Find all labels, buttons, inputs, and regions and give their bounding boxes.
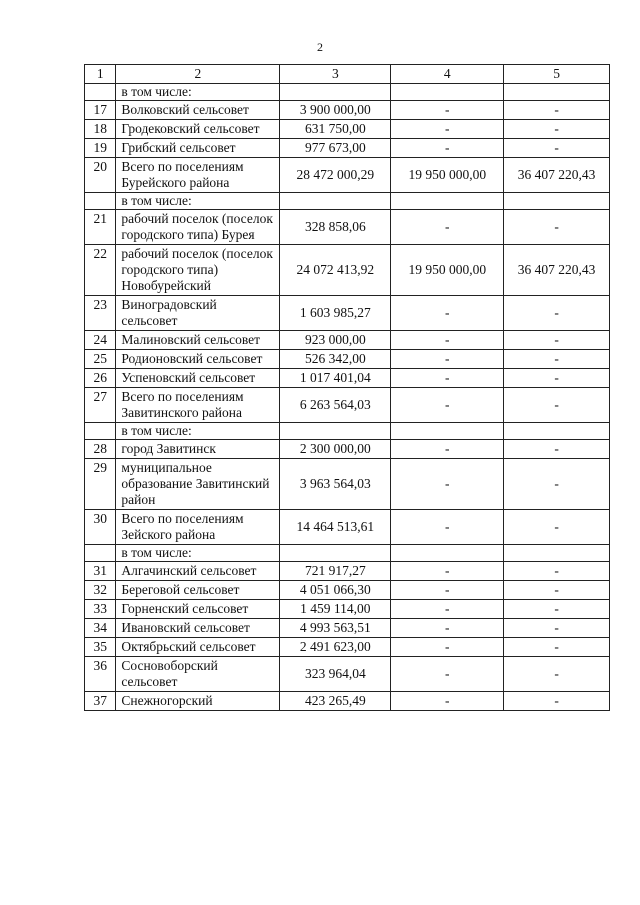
table-row xyxy=(85,296,610,331)
row-col3-cell: 3 900 000,00 xyxy=(280,101,391,120)
table-row xyxy=(85,600,610,619)
row-number-cell: 23 xyxy=(85,296,116,331)
table-row xyxy=(85,545,610,562)
row-col3-cell: 4 993 563,51 xyxy=(280,619,391,638)
table-row xyxy=(85,510,610,545)
row-number-cell: 33 xyxy=(85,600,116,619)
table-row xyxy=(85,638,610,657)
row-col5-cell: - xyxy=(504,101,610,120)
row-col4-cell: - xyxy=(391,350,504,369)
row-col4-cell: - xyxy=(391,139,504,158)
row-col3-cell: 6 263 564,03 xyxy=(280,388,391,423)
row-col4-cell xyxy=(391,423,504,440)
row-col5-cell: - xyxy=(504,562,610,581)
row-col4-cell: - xyxy=(391,440,504,459)
row-number-cell: 19 xyxy=(85,139,116,158)
row-number-cell xyxy=(85,545,116,562)
table-row xyxy=(85,388,610,423)
header-col-3: 3 xyxy=(280,65,391,84)
table-row xyxy=(85,350,610,369)
row-col5-cell xyxy=(504,545,610,562)
row-col3-cell: 631 750,00 xyxy=(280,120,391,139)
row-number-cell: 20 xyxy=(85,158,116,193)
table-row xyxy=(85,581,610,600)
row-col3-cell: 1 459 114,00 xyxy=(280,600,391,619)
row-name-cell: Октябрьский сельсовет xyxy=(116,638,280,657)
row-name-cell: город Завитинск xyxy=(116,440,280,459)
row-col3-cell xyxy=(280,193,391,210)
row-number-cell: 17 xyxy=(85,101,116,120)
allocation-table xyxy=(84,64,610,711)
row-number-cell: 21 xyxy=(85,210,116,245)
row-col5-cell: - xyxy=(504,600,610,619)
row-name-cell: рабочий поселок (поселок городского типа) Новобурейский xyxy=(116,245,280,296)
row-name-cell: Виноградовский сельсовет xyxy=(116,296,280,331)
row-col3-cell: 323 964,04 xyxy=(280,657,391,692)
row-col5-cell: - xyxy=(504,210,610,245)
row-col3-cell: 423 265,49 xyxy=(280,692,391,711)
row-col4-cell: 19 950 000,00 xyxy=(391,245,504,296)
row-name-cell: Всего по поселениям Завитинского района xyxy=(116,388,280,423)
row-col5-cell: - xyxy=(504,657,610,692)
row-col5-cell xyxy=(504,84,610,101)
row-name-cell: Ивановский сельсовет xyxy=(116,619,280,638)
table-row xyxy=(85,210,610,245)
row-col3-cell xyxy=(280,423,391,440)
row-number-cell: 27 xyxy=(85,388,116,423)
table-row xyxy=(85,619,610,638)
row-col5-cell: - xyxy=(504,296,610,331)
row-col5-cell: - xyxy=(504,692,610,711)
row-name-cell: рабочий поселок (поселок городского типа) Бурея xyxy=(116,210,280,245)
row-number-cell: 31 xyxy=(85,562,116,581)
row-name-cell: Снежногорский xyxy=(116,692,280,711)
row-name-cell: муниципальное образование Завитинский район xyxy=(116,459,280,510)
row-name-cell: Волковский сельсовет xyxy=(116,101,280,120)
table-row xyxy=(85,84,610,101)
row-col5-cell: - xyxy=(504,120,610,139)
row-col5-cell: - xyxy=(504,350,610,369)
row-number-cell: 28 xyxy=(85,440,116,459)
row-col3-cell: 14 464 513,61 xyxy=(280,510,391,545)
table-row xyxy=(85,657,610,692)
row-col5-cell: - xyxy=(504,619,610,638)
row-col5-cell xyxy=(504,423,610,440)
row-col3-cell: 1 017 401,04 xyxy=(280,369,391,388)
page-number: 2 xyxy=(317,40,323,54)
row-col5-cell: - xyxy=(504,440,610,459)
row-name-cell: Малиновский сельсовет xyxy=(116,331,280,350)
table-row xyxy=(85,459,610,510)
row-name-cell: в том числе: xyxy=(116,423,280,440)
row-col4-cell: - xyxy=(391,331,504,350)
table-header-row xyxy=(85,65,610,84)
row-col4-cell: - xyxy=(391,210,504,245)
table-row xyxy=(85,423,610,440)
row-col5-cell: - xyxy=(504,581,610,600)
row-number-cell xyxy=(85,193,116,210)
row-col3-cell: 24 072 413,92 xyxy=(280,245,391,296)
row-name-cell: в том числе: xyxy=(116,84,280,101)
row-col4-cell: 19 950 000,00 xyxy=(391,158,504,193)
row-col4-cell: - xyxy=(391,101,504,120)
row-name-cell: Горненский сельсовет xyxy=(116,600,280,619)
row-col3-cell: 526 342,00 xyxy=(280,350,391,369)
row-col4-cell: - xyxy=(391,657,504,692)
row-name-cell: Грибский сельсовет xyxy=(116,139,280,158)
row-col5-cell: 36 407 220,43 xyxy=(504,245,610,296)
row-name-cell: Береговой сельсовет xyxy=(116,581,280,600)
row-col5-cell xyxy=(504,193,610,210)
row-name-cell: Всего по поселениям Зейского района xyxy=(116,510,280,545)
table-row xyxy=(85,193,610,210)
row-col4-cell: - xyxy=(391,692,504,711)
table-row xyxy=(85,139,610,158)
row-number-cell xyxy=(85,423,116,440)
row-col3-cell: 977 673,00 xyxy=(280,139,391,158)
row-name-cell: Родионовский сельсовет xyxy=(116,350,280,369)
row-number-cell: 22 xyxy=(85,245,116,296)
row-col4-cell: - xyxy=(391,619,504,638)
row-number-cell: 34 xyxy=(85,619,116,638)
table-row xyxy=(85,120,610,139)
row-col4-cell: - xyxy=(391,388,504,423)
row-col4-cell: - xyxy=(391,581,504,600)
row-col4-cell: - xyxy=(391,600,504,619)
row-col5-cell: - xyxy=(504,638,610,657)
header-col-2: 2 xyxy=(116,65,280,84)
row-col4-cell xyxy=(391,545,504,562)
row-col5-cell: - xyxy=(504,331,610,350)
row-col5-cell: - xyxy=(504,510,610,545)
header-col-1: 1 xyxy=(85,65,116,84)
table-row xyxy=(85,158,610,193)
row-name-cell: Сосновоборский сельсовет xyxy=(116,657,280,692)
row-number-cell: 36 xyxy=(85,657,116,692)
table-row xyxy=(85,562,610,581)
row-col3-cell: 1 603 985,27 xyxy=(280,296,391,331)
row-col4-cell: - xyxy=(391,510,504,545)
row-col5-cell: - xyxy=(504,369,610,388)
row-col3-cell: 28 472 000,29 xyxy=(280,158,391,193)
row-number-cell: 29 xyxy=(85,459,116,510)
row-number-cell xyxy=(85,84,116,101)
row-col4-cell: - xyxy=(391,638,504,657)
row-col3-cell: 2 491 623,00 xyxy=(280,638,391,657)
row-number-cell: 37 xyxy=(85,692,116,711)
row-name-cell: в том числе: xyxy=(116,193,280,210)
table-row xyxy=(85,245,610,296)
row-name-cell: в том числе: xyxy=(116,545,280,562)
row-col4-cell: - xyxy=(391,369,504,388)
row-col3-cell: 721 917,27 xyxy=(280,562,391,581)
row-col3-cell: 328 858,06 xyxy=(280,210,391,245)
row-col3-cell xyxy=(280,84,391,101)
row-col4-cell: - xyxy=(391,562,504,581)
row-col4-cell: - xyxy=(391,459,504,510)
table-row xyxy=(85,331,610,350)
row-number-cell: 26 xyxy=(85,369,116,388)
header-col-4: 4 xyxy=(391,65,504,84)
row-col3-cell: 923 000,00 xyxy=(280,331,391,350)
table-body xyxy=(85,65,610,711)
row-col5-cell: 36 407 220,43 xyxy=(504,158,610,193)
row-name-cell: Алгачинский сельсовет xyxy=(116,562,280,581)
table-row xyxy=(85,369,610,388)
row-name-cell: Успеновский сельсовет xyxy=(116,369,280,388)
row-col4-cell: - xyxy=(391,120,504,139)
row-col4-cell: - xyxy=(391,296,504,331)
row-col3-cell: 2 300 000,00 xyxy=(280,440,391,459)
table-row xyxy=(85,101,610,120)
row-number-cell: 25 xyxy=(85,350,116,369)
row-number-cell: 18 xyxy=(85,120,116,139)
row-col3-cell: 3 963 564,03 xyxy=(280,459,391,510)
row-number-cell: 35 xyxy=(85,638,116,657)
row-number-cell: 30 xyxy=(85,510,116,545)
row-col5-cell: - xyxy=(504,139,610,158)
table-row xyxy=(85,440,610,459)
row-col3-cell xyxy=(280,545,391,562)
row-number-cell: 24 xyxy=(85,331,116,350)
row-col5-cell: - xyxy=(504,459,610,510)
header-col-5: 5 xyxy=(504,65,610,84)
row-name-cell: Всего по поселениям Бурейского района xyxy=(116,158,280,193)
table-row xyxy=(85,692,610,711)
row-number-cell: 32 xyxy=(85,581,116,600)
row-name-cell: Гродековский сельсовет xyxy=(116,120,280,139)
row-col4-cell xyxy=(391,84,504,101)
row-col3-cell: 4 051 066,30 xyxy=(280,581,391,600)
row-col4-cell xyxy=(391,193,504,210)
row-col5-cell: - xyxy=(504,388,610,423)
